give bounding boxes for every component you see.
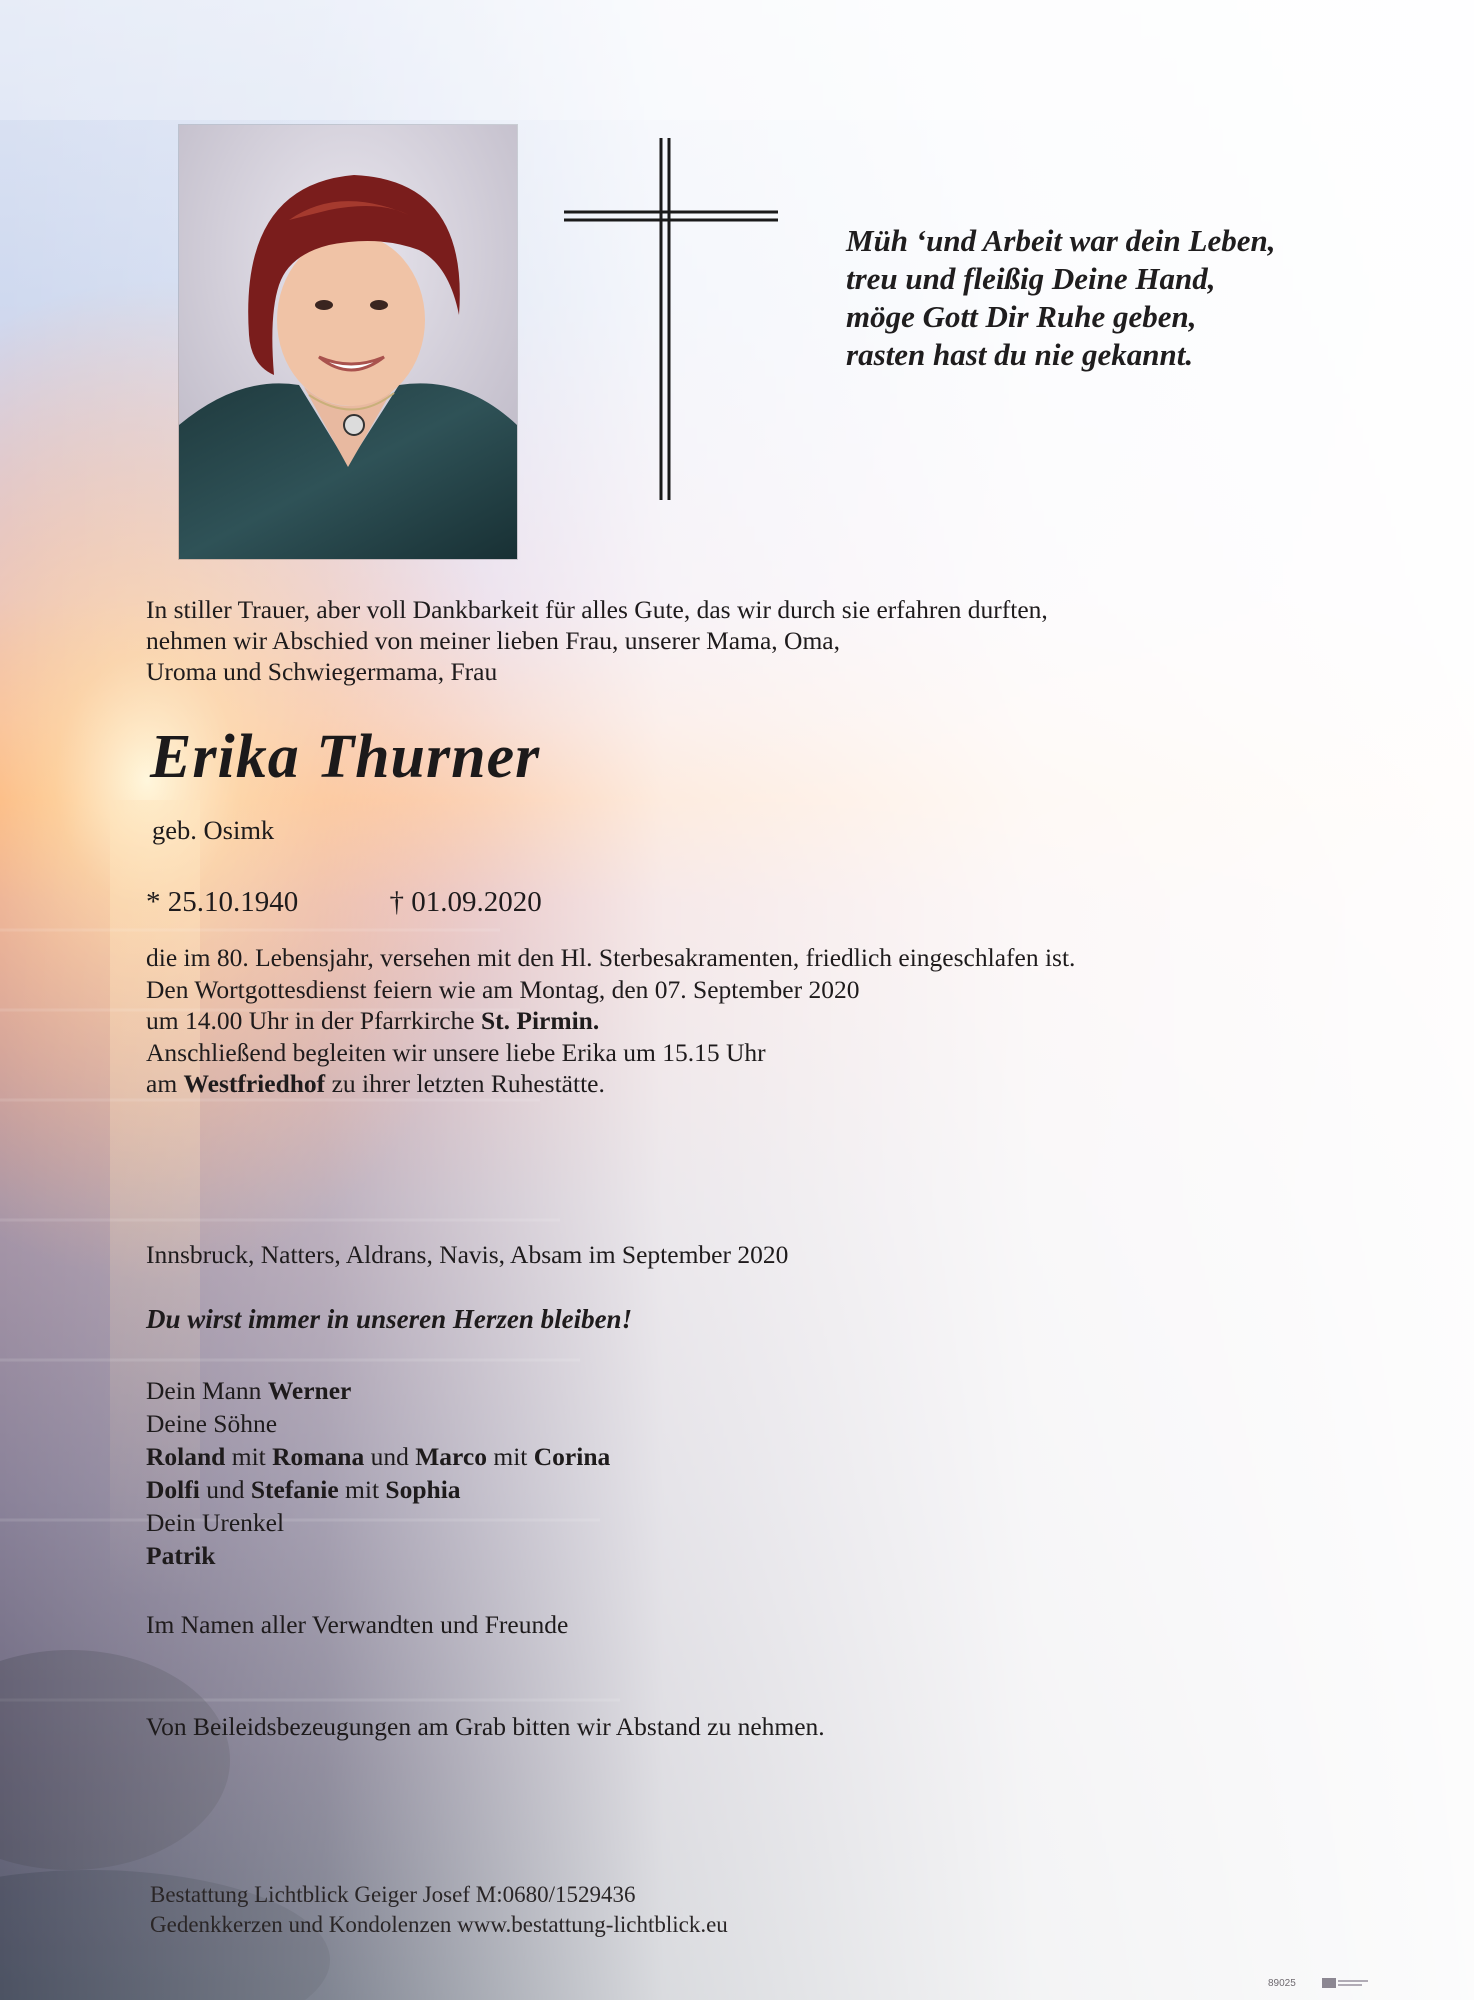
- cemetery-name: Westfriedhof: [183, 1069, 326, 1098]
- intro-line: In stiller Trauer, aber voll Dankbarkeit für alles Gute, das wir durch sie erfahren durften,: [146, 595, 1048, 624]
- poem-line: möge Gott Dir Ruhe geben,: [846, 299, 1197, 334]
- relatives-note: Im Namen aller Verwandten und Freunde: [146, 1610, 569, 1639]
- funeral-details: [146, 942, 1286, 1100]
- mourner-line: Patrik: [146, 1541, 216, 1570]
- details-line: Anschließend begleiten wir unsere liebe Erika um 15.15 Uhr: [146, 1037, 766, 1067]
- birth-date: * 25.10.1940: [146, 886, 299, 918]
- poem-line: rasten hast du nie gekannt.: [846, 337, 1194, 372]
- deceased-name: Erika Thurner: [150, 723, 541, 791]
- portrait-photo: [179, 125, 517, 559]
- poem-line: treu und fleißig Deine Hand,: [846, 261, 1216, 296]
- mourner-line: Deine Söhne: [146, 1409, 278, 1438]
- printer-logo-icon: [1322, 1976, 1370, 1990]
- church-name: St. Pirmin.: [480, 1006, 600, 1035]
- footer-line: Bestattung Lichtblick Geiger Josef M:0680/1529436: [150, 1882, 636, 1907]
- footer-line: Gedenkkerzen und Kondolenzen www.bestattung-lichtblick.eu: [150, 1912, 728, 1937]
- details-line: um 14.00 Uhr in der Pfarrkirche St. Pirmin.: [146, 1006, 600, 1035]
- funeral-home-footer: [150, 1880, 728, 1940]
- intro-line: nehmen wir Abschied von meiner lieben Frau, unserer Mama, Oma,: [146, 626, 840, 655]
- mourner-line: Dein Urenkel: [146, 1508, 285, 1537]
- mourners-list: [146, 1374, 610, 1572]
- mourner-line: Dein Mann Werner: [146, 1376, 352, 1405]
- details-line: Den Wortgottesdienst feiern wie am Montag, den 07. September 2020: [146, 974, 860, 1004]
- condolence-note: Von Beileidsbezeugungen am Grab bitten wir Abstand zu nehmen.: [146, 1712, 825, 1741]
- intro-line: Uroma und Schwiegermama, Frau: [146, 657, 498, 686]
- mourner-line: Roland mit Romana und Marco mit Corina: [146, 1442, 611, 1471]
- birth-name: geb. Osimk: [152, 815, 275, 845]
- place-date: Innsbruck, Natters, Aldrans, Navis, Absam im September 2020: [146, 1240, 789, 1269]
- mourner-line: Dolfi und Stefanie mit Sophia: [146, 1475, 461, 1504]
- death-date: † 01.09.2020: [389, 886, 542, 918]
- details-line: am Westfriedhof zu ihrer letzten Ruhestätte.: [146, 1069, 605, 1098]
- print-code: 89025: [1268, 1978, 1296, 1989]
- details-line: die im 80. Lebensjahr, versehen mit den Hl. Sterbesakramenten, friedlich eingeschlafen ist.: [146, 943, 1076, 972]
- memorial-poem: [846, 222, 1406, 374]
- memorial-motto: Du wirst immer in unseren Herzen bleiben!: [146, 1304, 633, 1334]
- latin-cross-icon: [562, 136, 780, 502]
- intro-text: [146, 594, 1266, 687]
- poem-line: Müh ‘und Arbeit war dein Leben,: [846, 223, 1276, 258]
- life-dates: [146, 886, 542, 919]
